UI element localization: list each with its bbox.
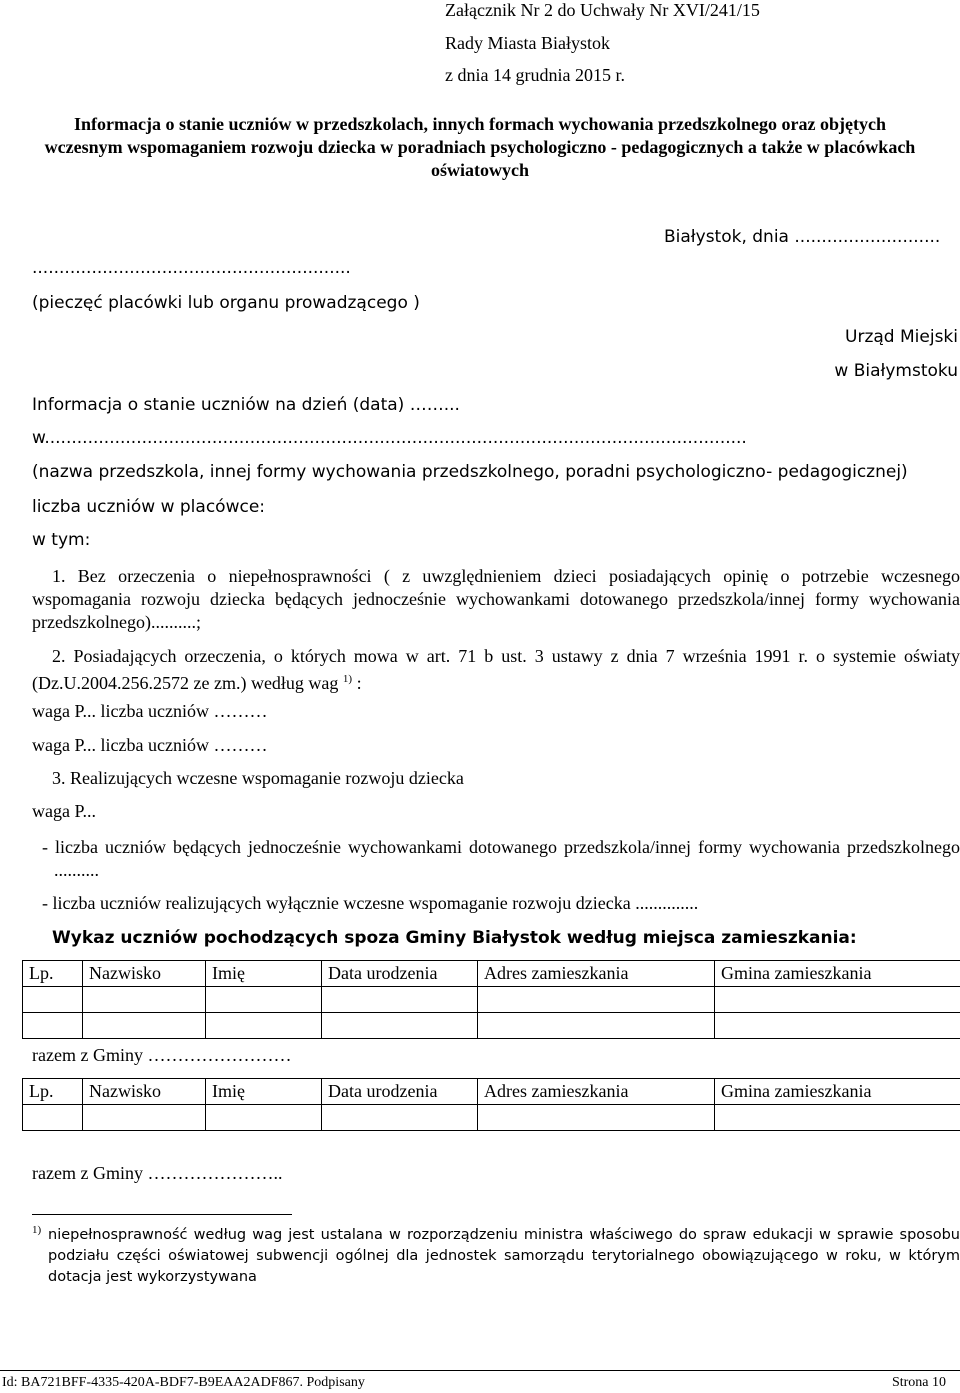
- residents-table-2: [22, 1078, 960, 1131]
- col-header-nazwisko: Nazwisko: [83, 961, 206, 987]
- razem-line-1: razem z Gminy ……………………: [32, 1045, 292, 1065]
- attachment-header-line3: z dnia 14 grudnia 2015 r.: [445, 65, 625, 85]
- item-3-text: 3. Realizujących wczesne wspomaganie rozwoju dziecka: [52, 768, 464, 788]
- stamp-label: (pieczęć placówki lub organu prowadzącego ): [32, 293, 420, 313]
- place-date: Białystok, dnia ...........................: [664, 227, 941, 247]
- waga-line-2: waga P... liczba uczniów ………: [32, 735, 268, 755]
- document-title: Informacja o stanie uczniów w przedszkolach, innych formach wychowania przedszkolnego oraz objętych wczesnym wspomaganiem rozwoju dziecka w poradniach psychologiczno - pedagogicznych a także w placówkach oświatowych: [44, 114, 916, 180]
- table-cell[interactable]: [478, 987, 715, 1013]
- table-cell[interactable]: [715, 1105, 960, 1131]
- item-2-tail: :: [352, 673, 362, 693]
- footnote-text: niepełnosprawność według wag jest ustalana w rozporządzeniu ministra właściwego do spraw edukacji w sprawie sposobu podziału części oświatowej subwencji ogólnej dla jednostek samorządu terytorialnego obowiązującego w roku, w którym dotacja jest wykorzystywana: [48, 1227, 960, 1285]
- recipient-line2: w Białymstoku: [834, 361, 958, 381]
- recipient-line1: Urząd Miejski: [845, 327, 958, 347]
- table-cell[interactable]: [715, 1013, 960, 1039]
- col-header-gmina: Gmina zamieszkania: [715, 1079, 960, 1105]
- table-row: [23, 987, 960, 1013]
- page-number: Strona 10: [891, 1375, 946, 1390]
- footnote-separator: [32, 1214, 292, 1215]
- item-2-footnote-ref: 1): [342, 673, 353, 685]
- col-header-data-urodzenia: Data urodzenia: [322, 1079, 478, 1105]
- table-cell[interactable]: [206, 1105, 322, 1131]
- col-header-data-urodzenia: Data urodzenia: [322, 961, 478, 987]
- dash-item-2: - liczba uczniów realizujących wyłącznie wczesne wspomaganie rozwoju dziecka ..............: [42, 893, 699, 913]
- count-label: liczba uczniów w placówce:: [32, 497, 266, 517]
- item-2-main: 2. Posiadających orzeczenia, o których mowa w art. 71 b ust. 3 ustawy z dnia 7 września 1991 r. o systemie oświaty (Dz.U.2004.256.2572 ze zm.) według wag: [32, 646, 960, 693]
- table-cell[interactable]: [83, 1105, 206, 1131]
- table-cell[interactable]: [23, 1105, 83, 1131]
- col-header-adres: Adres zamieszkania: [478, 961, 715, 987]
- table-cell[interactable]: [206, 987, 322, 1013]
- table-cell[interactable]: [83, 1013, 206, 1039]
- status-date: Informacja o stanie uczniów na dzień (data) ……...: [32, 395, 460, 415]
- item-1-text: 1. Bez orzeczenia o niepełnosprawności ( z uwzględnieniem dzieci posiadających opinię o potrzebie wczesnego wspomagania rozwoju dziecka będących jednocześnie wychowankami dotowanego przedszkola/innej formy wychowania przedszkolnego)..........;: [32, 566, 960, 632]
- table-header-row: [23, 961, 960, 987]
- footnote-mark: 1): [32, 1224, 42, 1236]
- table-row: [23, 1105, 960, 1131]
- residents-table-1: [22, 960, 960, 1039]
- col-header-nazwisko: Nazwisko: [83, 1079, 206, 1105]
- table-cell[interactable]: [322, 1013, 478, 1039]
- attachment-header-line1: Załącznik Nr 2 do Uchwały Nr XVI/241/15: [445, 0, 760, 20]
- waga-line-1: waga P... liczba uczniów ………: [32, 701, 268, 721]
- col-header-gmina: Gmina zamieszkania: [715, 961, 960, 987]
- table-cell[interactable]: [206, 1013, 322, 1039]
- col-header-imie: Imię: [206, 961, 322, 987]
- attachment-header-line2: Rady Miasta Białystok: [445, 33, 610, 53]
- table-cell[interactable]: [23, 1013, 83, 1039]
- item-2-text: [32, 645, 960, 695]
- table-cell[interactable]: [478, 1105, 715, 1131]
- w-tym-label: w tym:: [32, 530, 91, 550]
- stamp-dots: ...........................................................: [32, 258, 351, 278]
- table-cell[interactable]: [715, 987, 960, 1013]
- document-id: Id: BA721BFF-4335-420A-BDF7-B9EAA2ADF867. Podpisany: [2, 1375, 365, 1390]
- table-row: [23, 1013, 960, 1039]
- col-header-imie: Imię: [206, 1079, 322, 1105]
- table-cell[interactable]: [478, 1013, 715, 1039]
- table-cell[interactable]: [83, 987, 206, 1013]
- col-header-lp: Lp.: [23, 961, 83, 987]
- col-header-adres: Adres zamieszkania: [478, 1079, 715, 1105]
- col-header-lp: Lp.: [23, 1079, 83, 1105]
- dash-item-1: - liczba uczniów będących jednocześnie wychowankami dotowanego przedszkola/innej formy wychowania przedszkolnego ..........: [42, 837, 960, 880]
- table-cell[interactable]: [23, 987, 83, 1013]
- footer-separator: [0, 1370, 960, 1371]
- wykaz-title: Wykaz uczniów pochodzących spoza Gminy Białystok według miejsca zamieszkania:: [52, 928, 857, 948]
- razem-line-2: razem z Gminy …………………..: [32, 1163, 283, 1183]
- table-cell[interactable]: [322, 1105, 478, 1131]
- institution-label: (nazwa przedszkola, innej formy wychowania przedszkolnego, poradni psychologiczno- pedagogicznej): [32, 462, 908, 482]
- waga-line-3: waga P...: [32, 801, 96, 821]
- table-cell[interactable]: [322, 987, 478, 1013]
- institution-dots: w..................................................................................................................................: [32, 428, 747, 448]
- table-header-row: [23, 1079, 960, 1105]
